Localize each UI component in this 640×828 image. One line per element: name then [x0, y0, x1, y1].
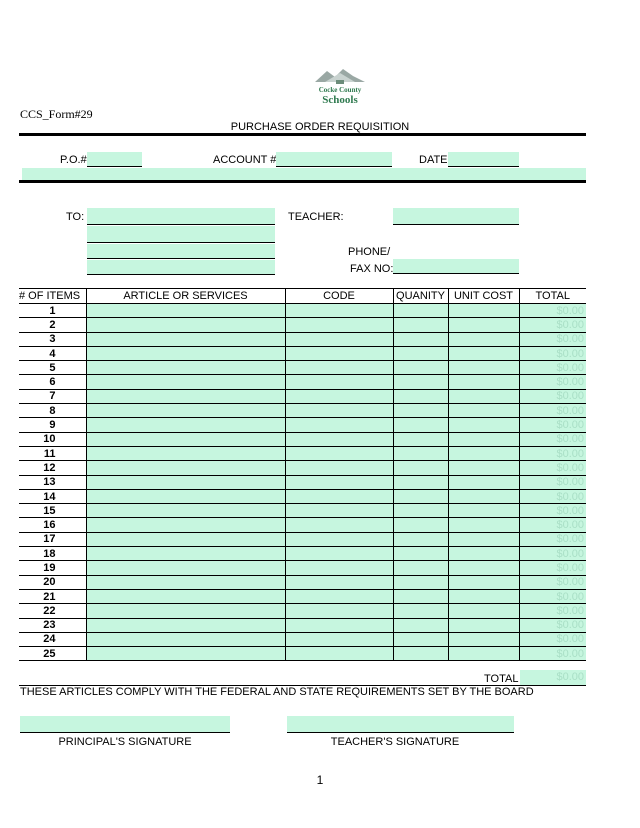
phone-label: PHONE/: [348, 246, 391, 258]
row-total-cell: $0.00: [519, 332, 586, 346]
item-number: 7: [19, 389, 86, 403]
table-row: [19, 489, 586, 503]
teacher-signature-label: TEACHER'S SIGNATURE: [330, 736, 460, 748]
table-row: [19, 318, 586, 332]
unit-cost-cell[interactable]: [448, 532, 519, 546]
row-total-cell: $0.00: [519, 518, 586, 532]
row-total-cell: $0.00: [519, 446, 586, 460]
article-cell[interactable]: [86, 432, 285, 446]
to-label: TO:: [66, 211, 85, 223]
article-cell[interactable]: [86, 375, 285, 389]
code-cell[interactable]: [285, 618, 393, 632]
code-cell[interactable]: [285, 475, 393, 489]
code-cell[interactable]: [285, 532, 393, 546]
header-divider: [19, 180, 586, 183]
article-cell[interactable]: [86, 618, 285, 632]
table-row: [19, 461, 586, 475]
phone-fax-field[interactable]: [393, 259, 519, 274]
teacher-signature-field[interactable]: [287, 716, 514, 733]
article-cell[interactable]: [86, 632, 285, 646]
article-cell[interactable]: [86, 647, 285, 661]
table-row: [19, 332, 586, 346]
unit-cost-cell[interactable]: [448, 404, 519, 418]
code-cell[interactable]: [285, 647, 393, 661]
item-number: 12: [19, 461, 86, 475]
unit-cost-cell[interactable]: [448, 361, 519, 375]
table-row: [19, 647, 586, 661]
account-number-field[interactable]: [276, 152, 392, 167]
code-cell[interactable]: [285, 375, 393, 389]
vendor-address-line-3[interactable]: [87, 244, 275, 259]
item-number: 17: [19, 532, 86, 546]
unit-cost-cell[interactable]: [448, 304, 519, 318]
unit-cost-cell[interactable]: [448, 647, 519, 661]
article-cell[interactable]: [86, 504, 285, 518]
unit-cost-cell[interactable]: [448, 589, 519, 603]
date-field[interactable]: [448, 152, 519, 167]
quantity-cell[interactable]: [393, 461, 448, 475]
row-total-cell: $0.00: [519, 561, 586, 575]
unit-cost-cell[interactable]: [448, 375, 519, 389]
row-total-cell: $0.00: [519, 461, 586, 475]
item-number: 16: [19, 518, 86, 532]
vendor-address-line-1[interactable]: [87, 208, 275, 225]
item-number: 3: [19, 332, 86, 346]
table-header-row: [19, 289, 586, 304]
quantity-cell[interactable]: [393, 547, 448, 561]
table-row: [19, 604, 586, 618]
code-cell[interactable]: [285, 504, 393, 518]
code-cell[interactable]: [285, 575, 393, 589]
article-cell[interactable]: [86, 532, 285, 546]
article-cell[interactable]: [86, 418, 285, 432]
item-number: 14: [19, 489, 86, 503]
quantity-cell[interactable]: [393, 446, 448, 460]
unit-cost-cell[interactable]: [448, 418, 519, 432]
unit-cost-cell[interactable]: [448, 346, 519, 360]
article-cell[interactable]: [86, 604, 285, 618]
principal-signature-label: PRINCIPAL'S SIGNATURE: [58, 736, 192, 748]
compliance-note: THESE ARTICLES COMPLY WITH THE FEDERAL AND STATE REQUIREMENTS SET BY THE BOARD: [20, 686, 534, 698]
quantity-cell[interactable]: [393, 418, 448, 432]
quantity-cell[interactable]: [393, 575, 448, 589]
item-number: 11: [19, 446, 86, 460]
item-number: 15: [19, 504, 86, 518]
unit-cost-cell[interactable]: [448, 547, 519, 561]
quantity-cell[interactable]: [393, 618, 448, 632]
form-id: CCS_Form#29: [20, 107, 93, 121]
col-header-quantity: QUANITY: [393, 289, 448, 304]
row-total-cell: $0.00: [519, 304, 586, 318]
unit-cost-cell[interactable]: [448, 632, 519, 646]
article-cell[interactable]: [86, 332, 285, 346]
article-cell[interactable]: [86, 561, 285, 575]
quantity-cell[interactable]: [393, 532, 448, 546]
quantity-cell[interactable]: [393, 489, 448, 503]
row-total-cell: $0.00: [519, 618, 586, 632]
article-cell[interactable]: [86, 304, 285, 318]
unit-cost-cell[interactable]: [448, 446, 519, 460]
article-cell[interactable]: [86, 446, 285, 460]
quantity-cell[interactable]: [393, 389, 448, 403]
page-number: 1: [316, 773, 324, 787]
table-row: [19, 361, 586, 375]
unit-cost-cell[interactable]: [448, 618, 519, 632]
unit-cost-cell[interactable]: [448, 561, 519, 575]
table-row: [19, 389, 586, 403]
row-total-cell: $0.00: [519, 647, 586, 661]
table-row: [19, 618, 586, 632]
article-cell[interactable]: [86, 575, 285, 589]
header-band: [22, 168, 586, 180]
row-total-cell: $0.00: [519, 604, 586, 618]
item-number: 4: [19, 346, 86, 360]
row-total-cell: $0.00: [519, 504, 586, 518]
article-cell[interactable]: [86, 318, 285, 332]
quantity-cell[interactable]: [393, 432, 448, 446]
logo-line1: Cocke County: [318, 86, 362, 94]
table-row: [19, 346, 586, 360]
code-cell[interactable]: [285, 332, 393, 346]
article-cell[interactable]: [86, 489, 285, 503]
unit-cost-cell[interactable]: [448, 504, 519, 518]
row-total-cell: $0.00: [519, 589, 586, 603]
code-cell[interactable]: [285, 432, 393, 446]
code-cell[interactable]: [285, 632, 393, 646]
item-number: 10: [19, 432, 86, 446]
unit-cost-cell[interactable]: [448, 332, 519, 346]
table-row: [19, 432, 586, 446]
fax-label: FAX NO:: [350, 263, 394, 275]
article-cell[interactable]: [86, 475, 285, 489]
table-row: [19, 561, 586, 575]
teacher-label: TEACHER:: [288, 211, 344, 223]
code-cell[interactable]: [285, 304, 393, 318]
item-number: 24: [19, 632, 86, 646]
row-total-cell: $0.00: [519, 404, 586, 418]
grand-total-value: $0.00: [520, 670, 586, 685]
code-cell[interactable]: [285, 461, 393, 475]
row-total-cell: $0.00: [519, 361, 586, 375]
row-total-cell: $0.00: [519, 632, 586, 646]
code-cell[interactable]: [285, 604, 393, 618]
row-total-cell: $0.00: [519, 575, 586, 589]
article-cell[interactable]: [86, 404, 285, 418]
code-cell[interactable]: [285, 518, 393, 532]
row-total-cell: $0.00: [519, 418, 586, 432]
col-header-article: ARTICLE OR SERVICES: [86, 289, 285, 304]
code-cell[interactable]: [285, 346, 393, 360]
cocke-county-schools-logo: [313, 66, 367, 108]
table-row: [19, 418, 586, 432]
item-number: 22: [19, 604, 86, 618]
table-row: [19, 475, 586, 489]
account-label: ACCOUNT #: [213, 154, 277, 166]
item-number: 13: [19, 475, 86, 489]
date-label: DATE: [419, 154, 448, 166]
quantity-cell[interactable]: [393, 346, 448, 360]
item-number: 25: [19, 647, 86, 661]
table-row: [19, 518, 586, 532]
item-number: 2: [19, 318, 86, 332]
col-header-total: TOTAL: [519, 289, 586, 304]
item-number: 9: [19, 418, 86, 432]
item-number: 1: [19, 304, 86, 318]
quantity-cell[interactable]: [393, 518, 448, 532]
table-row: [19, 632, 586, 646]
vendor-address-line-4[interactable]: [87, 260, 275, 275]
table-row: [19, 504, 586, 518]
unit-cost-cell[interactable]: [448, 432, 519, 446]
unit-cost-cell[interactable]: [448, 475, 519, 489]
row-total-cell: $0.00: [519, 346, 586, 360]
code-cell[interactable]: [285, 389, 393, 403]
quantity-cell[interactable]: [393, 604, 448, 618]
quantity-cell[interactable]: [393, 404, 448, 418]
top-divider: [19, 133, 586, 136]
table-row: [19, 375, 586, 389]
unit-cost-cell[interactable]: [448, 518, 519, 532]
unit-cost-cell[interactable]: [448, 489, 519, 503]
table-row: [19, 547, 586, 561]
unit-cost-cell[interactable]: [448, 389, 519, 403]
col-header-code: CODE: [285, 289, 393, 304]
article-cell[interactable]: [86, 518, 285, 532]
row-total-cell: $0.00: [519, 532, 586, 546]
row-total-cell: $0.00: [519, 432, 586, 446]
code-cell[interactable]: [285, 361, 393, 375]
article-cell[interactable]: [86, 346, 285, 360]
row-total-cell: $0.00: [519, 475, 586, 489]
table-row: [19, 304, 586, 318]
row-total-cell: $0.00: [519, 375, 586, 389]
item-number: 5: [19, 361, 86, 375]
col-header-unit-cost: UNIT COST: [448, 289, 519, 304]
row-total-cell: $0.00: [519, 547, 586, 561]
po-label: P.O.#: [60, 154, 87, 166]
quantity-cell[interactable]: [393, 561, 448, 575]
article-cell[interactable]: [86, 547, 285, 561]
item-number: 23: [19, 618, 86, 632]
item-number: 20: [19, 575, 86, 589]
quantity-cell[interactable]: [393, 475, 448, 489]
article-cell[interactable]: [86, 389, 285, 403]
col-header-items: # OF ITEMS: [19, 289, 86, 304]
table-row: [19, 575, 586, 589]
article-cell[interactable]: [86, 361, 285, 375]
vendor-address-line-2[interactable]: [87, 226, 275, 243]
row-total-cell: $0.00: [519, 489, 586, 503]
item-number: 8: [19, 404, 86, 418]
item-number: 18: [19, 547, 86, 561]
teacher-field[interactable]: [393, 208, 519, 225]
code-cell[interactable]: [285, 589, 393, 603]
code-cell[interactable]: [285, 446, 393, 460]
article-cell[interactable]: [86, 589, 285, 603]
grand-total-label: TOTAL: [484, 673, 519, 685]
quantity-cell[interactable]: [393, 632, 448, 646]
quantity-cell[interactable]: [393, 304, 448, 318]
unit-cost-cell[interactable]: [448, 604, 519, 618]
code-cell[interactable]: [285, 489, 393, 503]
quantity-cell[interactable]: [393, 332, 448, 346]
quantity-cell[interactable]: [393, 318, 448, 332]
code-cell[interactable]: [285, 561, 393, 575]
page-title: PURCHASE ORDER REQUISITION: [230, 121, 410, 133]
item-number: 19: [19, 561, 86, 575]
article-cell[interactable]: [86, 461, 285, 475]
row-total-cell: $0.00: [519, 389, 586, 403]
unit-cost-cell[interactable]: [448, 318, 519, 332]
unit-cost-cell[interactable]: [448, 461, 519, 475]
item-number: 6: [19, 375, 86, 389]
principal-signature-field[interactable]: [20, 716, 230, 733]
unit-cost-cell[interactable]: [448, 575, 519, 589]
quantity-cell[interactable]: [393, 361, 448, 375]
quantity-cell[interactable]: [393, 647, 448, 661]
code-cell[interactable]: [285, 418, 393, 432]
logo-line2: Schools: [322, 94, 358, 106]
table-row: [19, 589, 586, 603]
table-row: [19, 404, 586, 418]
table-row: [19, 446, 586, 460]
quantity-cell[interactable]: [393, 589, 448, 603]
quantity-cell[interactable]: [393, 504, 448, 518]
po-number-field[interactable]: [87, 152, 142, 167]
item-number: 21: [19, 589, 86, 603]
items-table: [19, 288, 586, 661]
code-cell[interactable]: [285, 547, 393, 561]
row-total-cell: $0.00: [519, 318, 586, 332]
code-cell[interactable]: [285, 404, 393, 418]
table-row: [19, 532, 586, 546]
code-cell[interactable]: [285, 318, 393, 332]
quantity-cell[interactable]: [393, 375, 448, 389]
